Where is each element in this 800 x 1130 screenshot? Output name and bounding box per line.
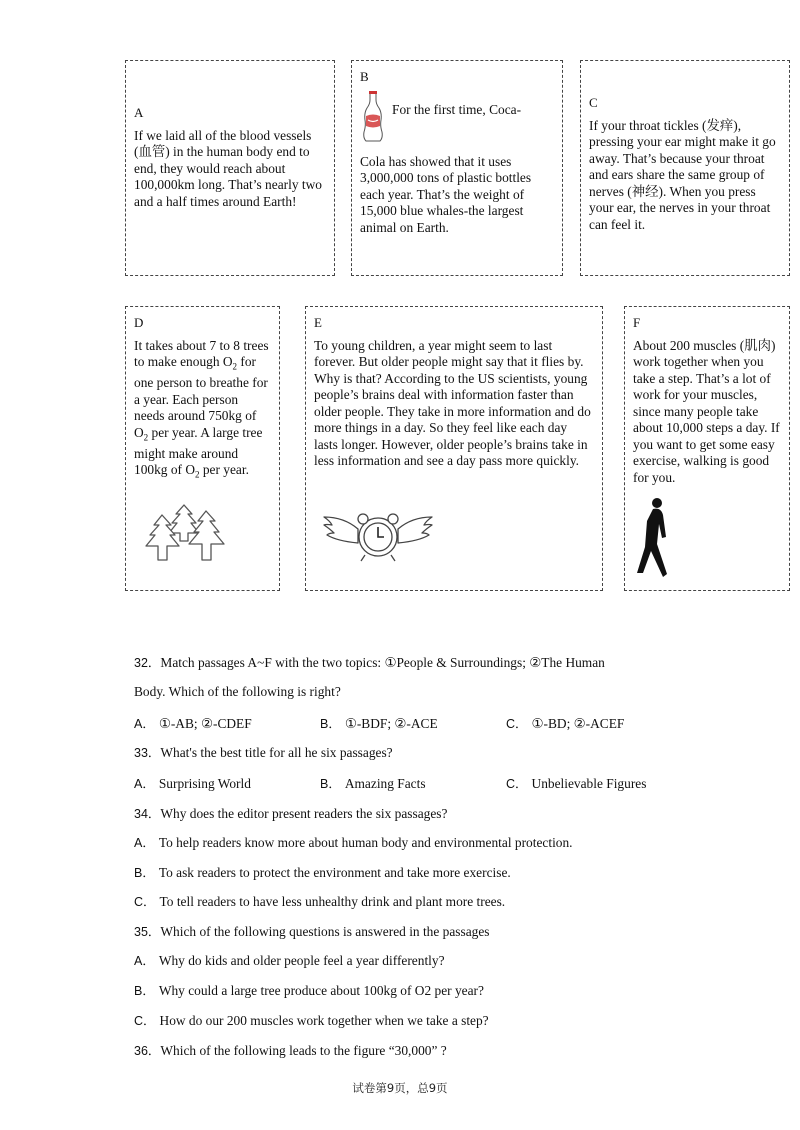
question-36: 36．Which of the following leads to the figure “30,000” ? (134, 1043, 447, 1058)
flying-clock-illustration (322, 505, 434, 569)
option-c[interactable]: C． How do our 200 muscles work together when we take a step? (134, 1013, 489, 1028)
coca-cola-bottle-icon (360, 90, 386, 144)
option-b[interactable]: B． Why could a large tree produce about 100kg of O2 per year? (134, 983, 484, 998)
option-b[interactable]: B． To ask readers to protect the environment and take more exercise. (134, 865, 511, 880)
question-text: Which of the following leads to the figure “30,000” ? (160, 1043, 447, 1058)
passage-letter: F (633, 315, 641, 330)
option-a[interactable]: A． Why do kids and older people feel a year differently? (134, 953, 445, 968)
question-text: Why does the editor present readers the six passages? (160, 806, 448, 821)
passage-text-first-line: For the first time, Coca- (392, 101, 522, 117)
passage-c-box (580, 60, 790, 276)
passage-text: Cola has showed that it uses 3,000,000 tons of plastic bottles each year. That’s the weight of 15,000 blue whales-the largest animal on Earth. (360, 153, 532, 235)
option-a[interactable]: A． To help readers know more about human body and environmental protection. (134, 835, 573, 850)
question-text: Which of the following questions is answered in the passages (160, 924, 490, 939)
option-b[interactable]: B． ①-BDF; ②-ACE (320, 716, 438, 731)
passage-f-box (624, 306, 790, 591)
passage-letter: D (134, 315, 144, 330)
option-c[interactable]: C． Unbelievable Figures (506, 776, 647, 791)
passage-text: To young children, a year might seem to last forever. But older people might say that it flies by. Why is that? According to the US scientists, young people’s brains deal with information faster than older people. They take in more information and do more things in a day. So they feel like each day lasts longer. However, older people’s brains take in less information and see a day pass more quickly. (314, 337, 591, 468)
passage-b-box (351, 60, 563, 276)
passage-text: If we laid all of the blood vessels (血管) in the human body end to end, they would reach about 100,000km long. That’s nearly two and a half times around Earth! (134, 127, 322, 209)
option-c[interactable]: C． ①-BD; ②-ACEF (506, 716, 625, 731)
page-footer: 试卷第9页，总9页 (352, 1081, 448, 1095)
option-c[interactable]: C． To tell readers to have less unhealthy drink and plant more trees. (134, 894, 506, 909)
question-text: What's the best title for all he six passages? (160, 745, 393, 760)
question-text: Match passages A~F with the two topics: ①People & Surroundings; ②The Human (160, 655, 605, 670)
question-33: 33．What's the best title for all he six passages? (134, 745, 393, 760)
passage-text: It takes about 7 to 8 trees to make enough $O_2$ for one person to breathe for a year. Each person needs around 750kg of $O_2$ per year. A large tree might make around 100kg of $O_2$ per year. (134, 337, 269, 481)
passage-e-box (305, 306, 603, 591)
option-a[interactable]: A． Surprising World (134, 776, 251, 791)
question-32: 32．Match passages A~F with the two topics: ①People & Surroundings; ②The Human (134, 655, 605, 670)
question-35: 35．Which of the following questions is answered in the passages (134, 924, 490, 939)
passage-text: If your throat tickles (发痒), pressing your ear might make it go away. That’s because your throat and ears share the same group of nerves (神经). When you press your ear, the nerves in your throat can feel it. (589, 117, 776, 232)
question-34: 34．Why does the editor present readers the six passages? (134, 806, 448, 821)
passage-a-box (125, 60, 335, 276)
option-a[interactable]: A． ①-AB; ②-CDEF (134, 716, 252, 731)
option-b[interactable]: B． Amazing Facts (320, 776, 426, 791)
passage-letter: B (360, 69, 369, 84)
passage-letter: A (134, 105, 144, 120)
passage-text: About 200 muscles (肌肉) work together when you take a step. That’s a lot of work for your muscles, since many people take about 10,000 steps a day. If you want to get some easy exercise, walking is good for you. (633, 337, 780, 485)
question-32-continued: Body. Which of the following is right? (134, 684, 341, 699)
passage-letter: C (589, 95, 598, 110)
trees-illustration (144, 503, 230, 567)
passage-d-box (125, 306, 280, 591)
walking-person-silhouette (633, 497, 679, 583)
passage-letter: E (314, 315, 322, 330)
